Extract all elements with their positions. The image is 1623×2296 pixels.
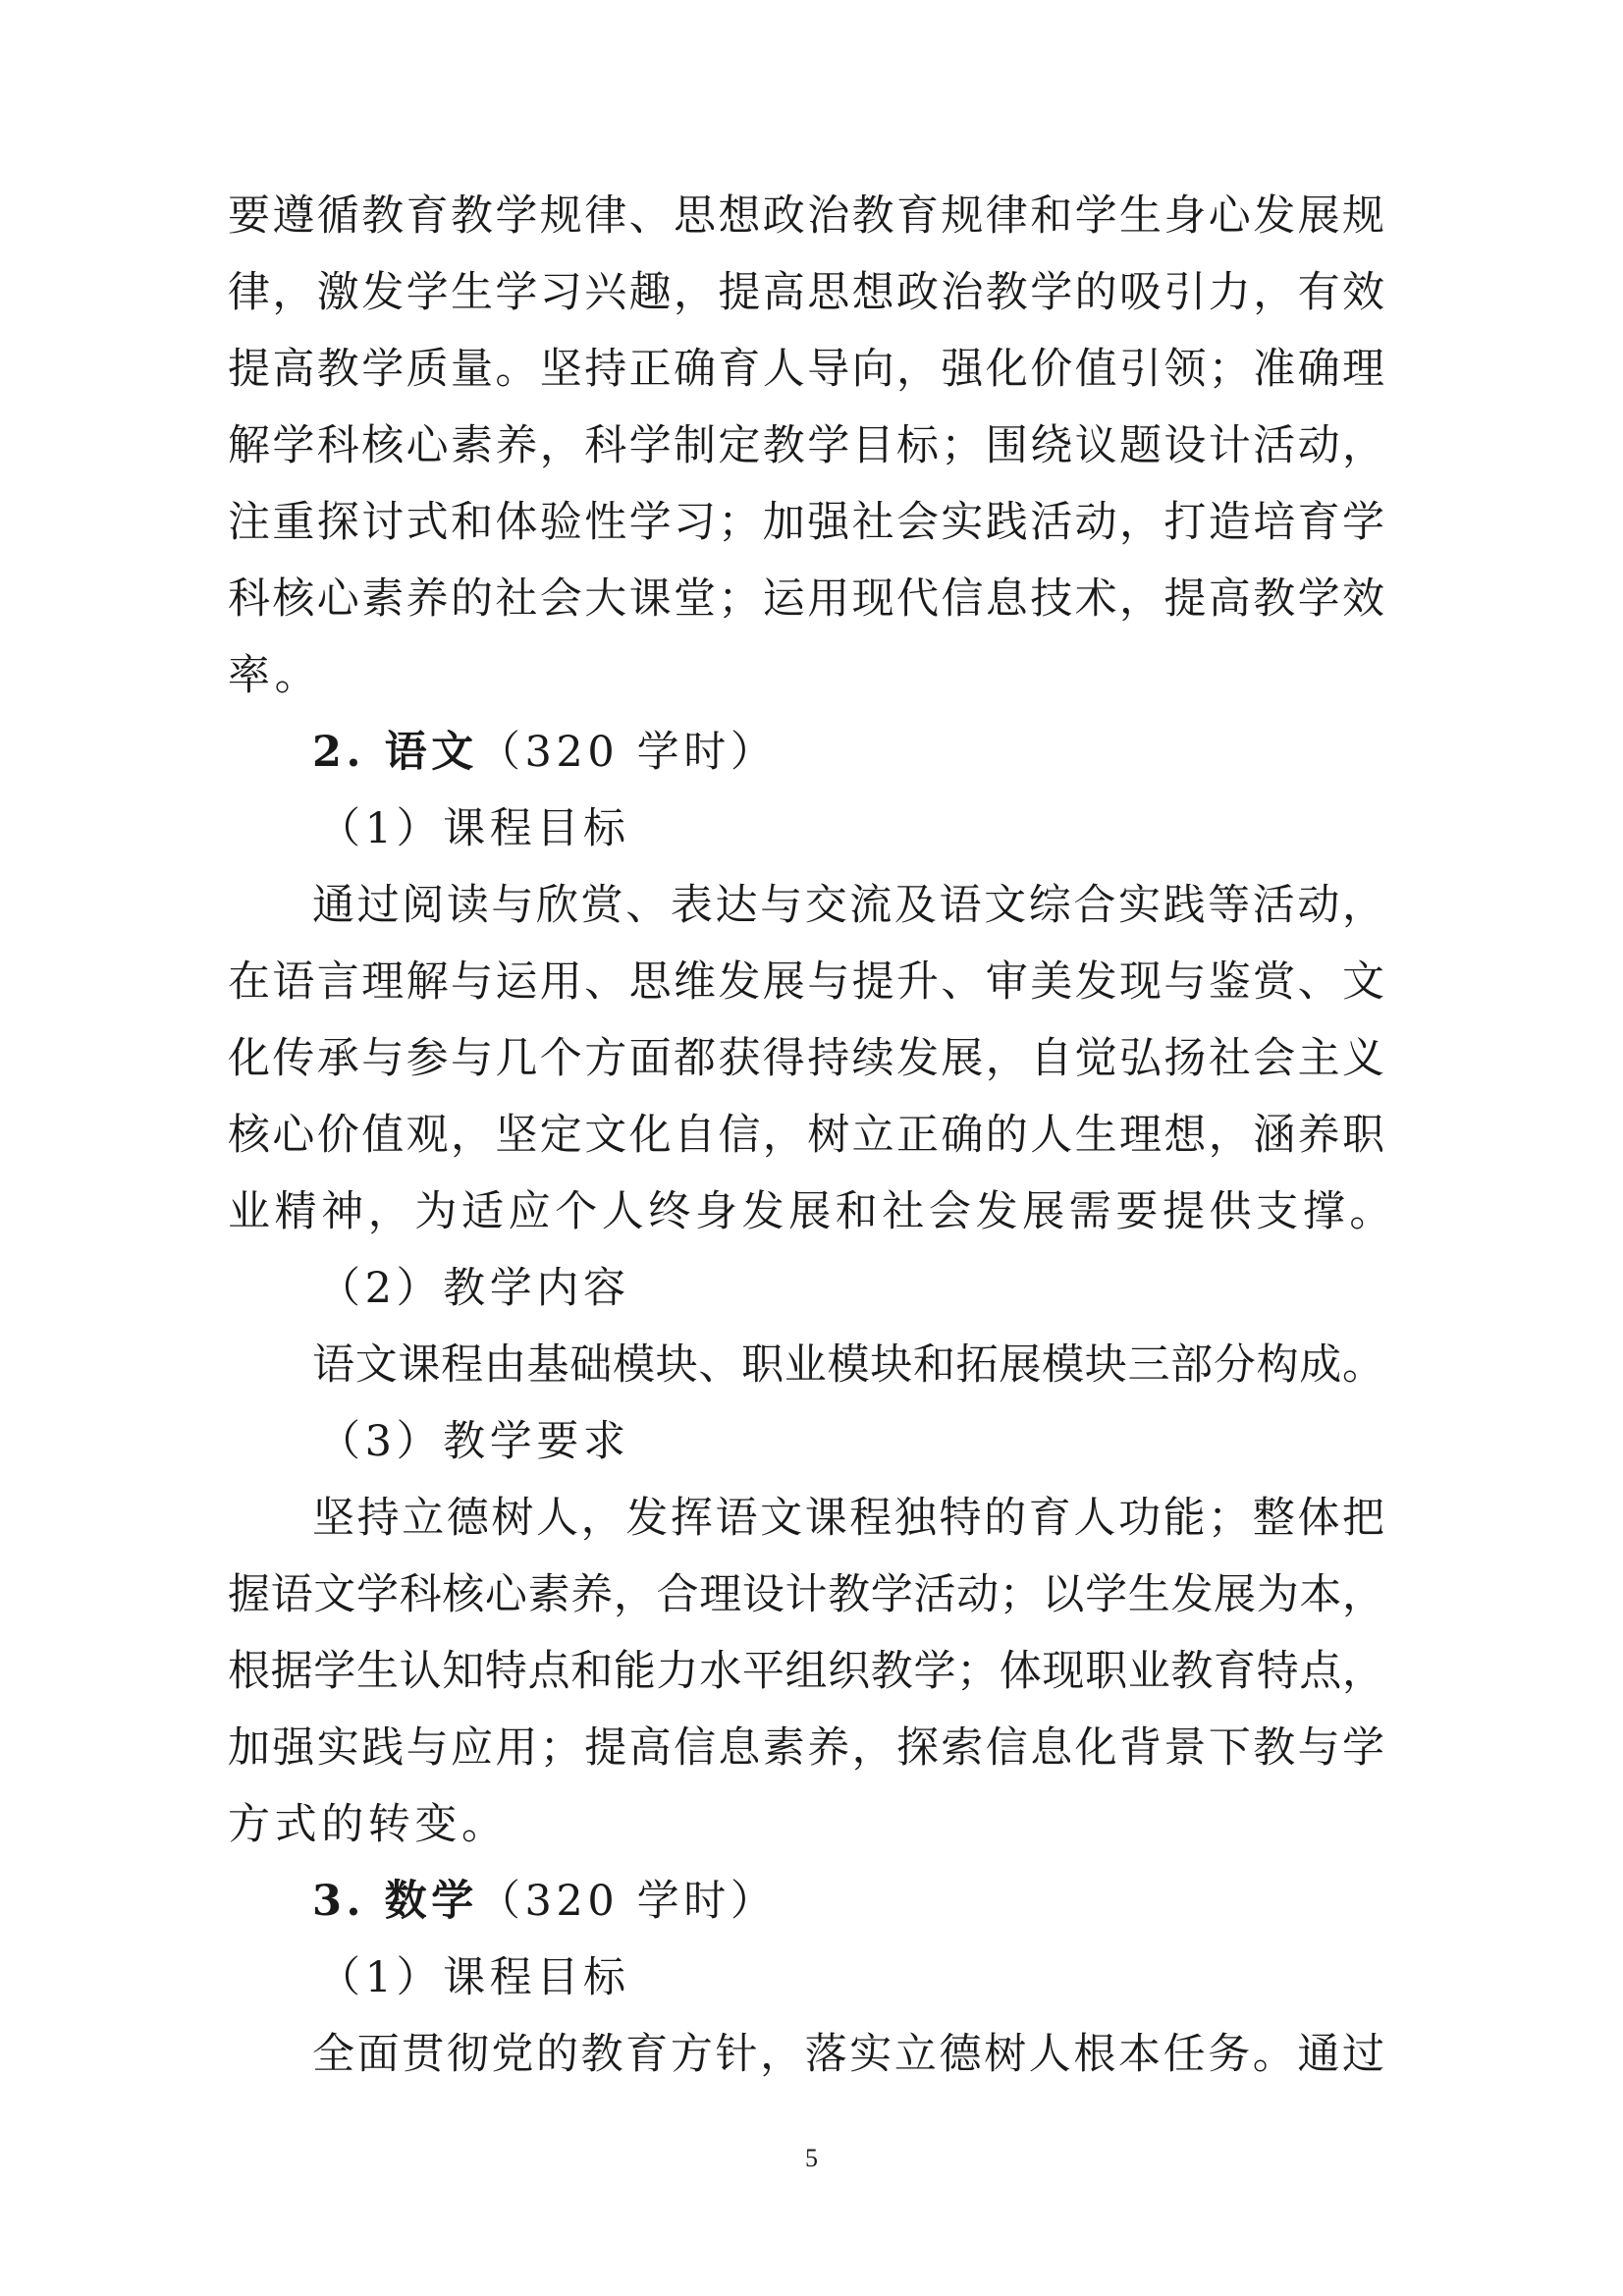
body-text-line: 在语言理解与运用、思维发展与提升、审美发现与鉴赏、文 <box>228 957 1384 1007</box>
body-text-line: 根据学生认知特点和能力水平组织教学；体现职业教育特点， <box>228 1647 1384 1696</box>
subheading-course-goal: （1）课程目标 <box>318 804 630 853</box>
body-text-line: 提高教学质量。坚持正确育人导向，强化价值引领；准确理 <box>228 345 1384 394</box>
section-heading-chinese <box>312 714 777 791</box>
body-text-line: 通过阅读与欣赏、表达与交流及语文综合实践等活动， <box>312 881 1384 930</box>
body-text-line: 律，激发学生学习兴趣，提高思想政治教学的吸引力，有效 <box>228 268 1384 317</box>
body-text-line: 注重探讨式和体验性学习；加强社会实践活动，打造培育学 <box>228 498 1384 547</box>
body-text-line: 率。 <box>228 651 322 700</box>
body-text-line: 科核心素养的社会大课堂；运用现代信息技术，提高教学效 <box>228 574 1384 624</box>
section-heading-math <box>312 1863 777 1940</box>
body-text-line: 全面贯彻党的教育方针，落实立德树人根本任务。通过 <box>312 2030 1384 2079</box>
body-text-line: 解学科核心素养，科学制定教学目标；围绕议题设计活动， <box>228 421 1384 470</box>
section-heading-hours: （320 学时） <box>477 1877 778 1926</box>
section-heading-title: 2. 语文 <box>312 728 478 777</box>
subheading-course-goal: （1）课程目标 <box>318 1953 630 2002</box>
body-text-line: 要遵循教育教学规律、思想政治教育规律和学生身心发展规 <box>228 191 1384 241</box>
body-text-line: 坚持立德树人，发挥语文课程独特的育人功能；整体把 <box>312 1494 1384 1543</box>
body-text-line: 业精神，为适应个人终身发展和社会发展需要提供支撑。 <box>228 1187 1396 1236</box>
body-text-line: 语文课程由基础模块、职业模块和拓展模块三部分构成。 <box>312 1340 1384 1390</box>
page-number: 5 <box>805 2144 818 2172</box>
body-text-line: 握语文学科核心素养，合理设计教学活动；以学生发展为本， <box>228 1570 1384 1619</box>
body-text-line: 方式的转变。 <box>228 1800 509 1849</box>
section-heading-title: 3. 数学 <box>312 1877 478 1926</box>
body-text-line: 加强实践与应用；提高信息素养，探索信息化背景下教与学 <box>228 1723 1384 1773</box>
body-text-line: 化传承与参与几个方面都获得持续发展，自觉弘扬社会主义 <box>228 1034 1384 1083</box>
body-text-line: 核心价值观，坚定文化自信，树立正确的人生理想，涵养职 <box>228 1111 1384 1160</box>
subheading-teaching-content: （2）教学内容 <box>318 1264 630 1313</box>
section-heading-hours: （320 学时） <box>477 728 778 777</box>
subheading-teaching-requirements: （3）教学要求 <box>318 1417 630 1466</box>
